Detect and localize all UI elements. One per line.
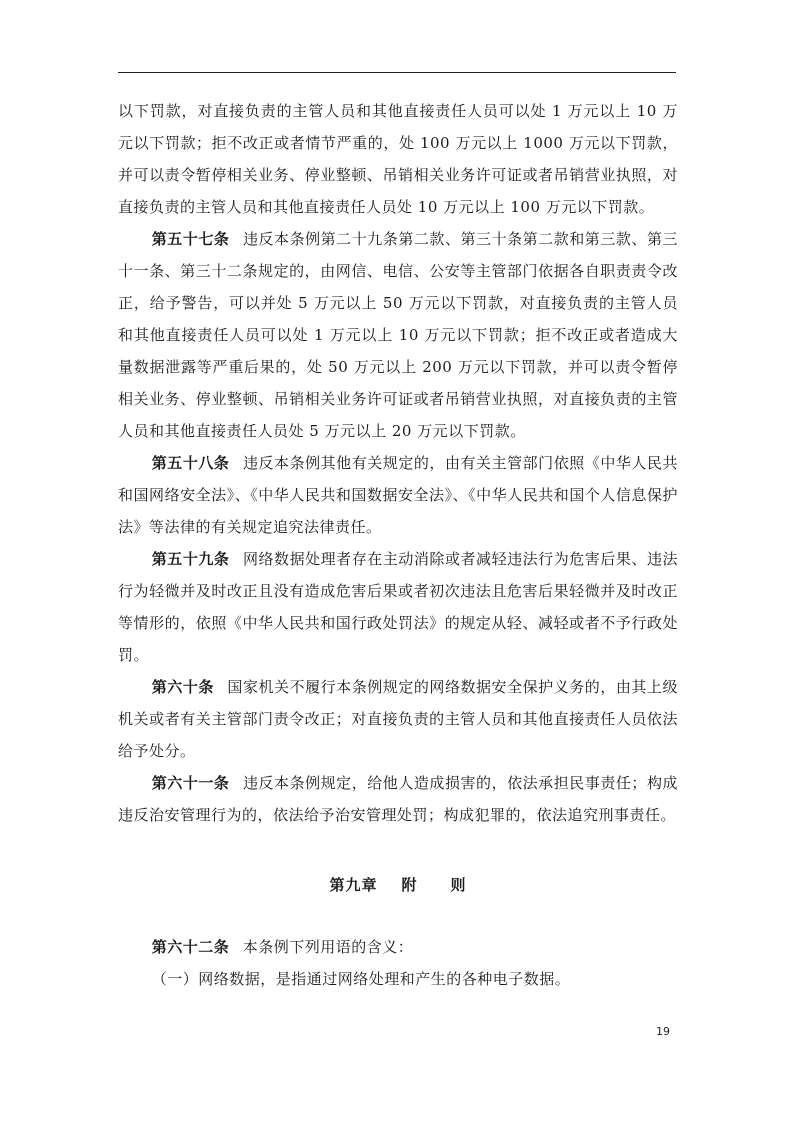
article-62: [118, 931, 678, 963]
chapter-title-part1: 附: [401, 876, 418, 894]
paragraph-text: 以下罚款，对直接负责的主管人员和其他直接责任人员可以处 1 万元以上 10 万元以下罚款；拒不改正或者情节严重的，处 100 万元以上 1000 万元以下罚款，并可以责令暂停相关业务、停业整顿、吊销相关业务许可证或者吊销营业执照，对直接负责的主管人员和其他直接责任人员处 10 万元以上 100 万元以下罚款。: [118, 102, 678, 216]
article-58: [118, 447, 678, 543]
definition-item-text: （一）网络数据，是指通过网络处理和产生的各种电子数据。: [151, 970, 571, 988]
article-number: 第六十条: [151, 678, 214, 696]
article-61: [118, 767, 678, 831]
paragraph-continuation: [118, 95, 678, 223]
article-60: [118, 671, 678, 767]
chapter-title-part2: 则: [450, 876, 467, 894]
article-number: 第五十七条: [151, 230, 230, 248]
article-57: [118, 223, 678, 447]
article-number: 第五十九条: [151, 550, 230, 568]
chapter-number: 第九章: [329, 876, 378, 894]
article-59: [118, 543, 678, 671]
article-number: 第六十一条: [151, 774, 230, 792]
article-text: 违反本条例其他有关规定的，由有关主管部门依照《中华人民共和国网络安全法》、《中华人民共和国数据安全法》、《中华人民共和国个人信息保护法》等法律的有关规定追究法律责任。: [118, 454, 678, 536]
definition-item: [118, 963, 678, 995]
article-text: 网络数据处理者存在主动消除或者减轻违法行为危害后果、违法行为轻微并及时改正且没有造成危害后果或者初次违法且危害后果轻微并及时改正等情形的，依照《中华人民共和国行政处罚法》的规定从轻、减轻或者不予行政处罚。: [118, 550, 678, 664]
chapter-heading: [118, 869, 678, 901]
article-number: 第六十二条: [151, 938, 230, 956]
article-text: 违反本条例第二十九条第二款、第三十条第二款和第三款、第三十一条、第三十二条规定的，由网信、电信、公安等主管部门依据各自职责责令改正，给予警告，可以并处 5 万元以上 50 万元以下罚款，对直接负责的主管人员和其他直接责任人员可以处 1 万元以上 10 万元以下罚款；拒不改正或者造成大量数据泄露等严重后果的，处 50 万元以上 200 万元以下罚款，并可以责令暂停相关业务、停业整顿、吊销相关业务许可证或者吊销营业执照，对直接负责的主管人员和其他直接责任人员处 5 万元以上 20 万元以下罚款。: [118, 230, 678, 440]
article-text: 国家机关不履行本条例规定的网络数据安全保护义务的，由其上级机关或者有关主管部门责令改正；对直接负责的主管人员和其他直接责任人员依法给予处分。: [118, 678, 678, 760]
article-text: 违反本条例规定，给他人造成损害的，依法承担民事责任；构成违反治安管理行为的，依法给予治安管理处罚；构成犯罪的，依法追究刑事责任。: [118, 774, 678, 824]
article-number: 第五十八条: [151, 454, 230, 472]
article-text: 本条例下列用语的含义：: [242, 938, 414, 956]
document-body: [118, 95, 678, 995]
page-number: 19: [656, 1025, 670, 1038]
header-rule: [118, 72, 676, 73]
